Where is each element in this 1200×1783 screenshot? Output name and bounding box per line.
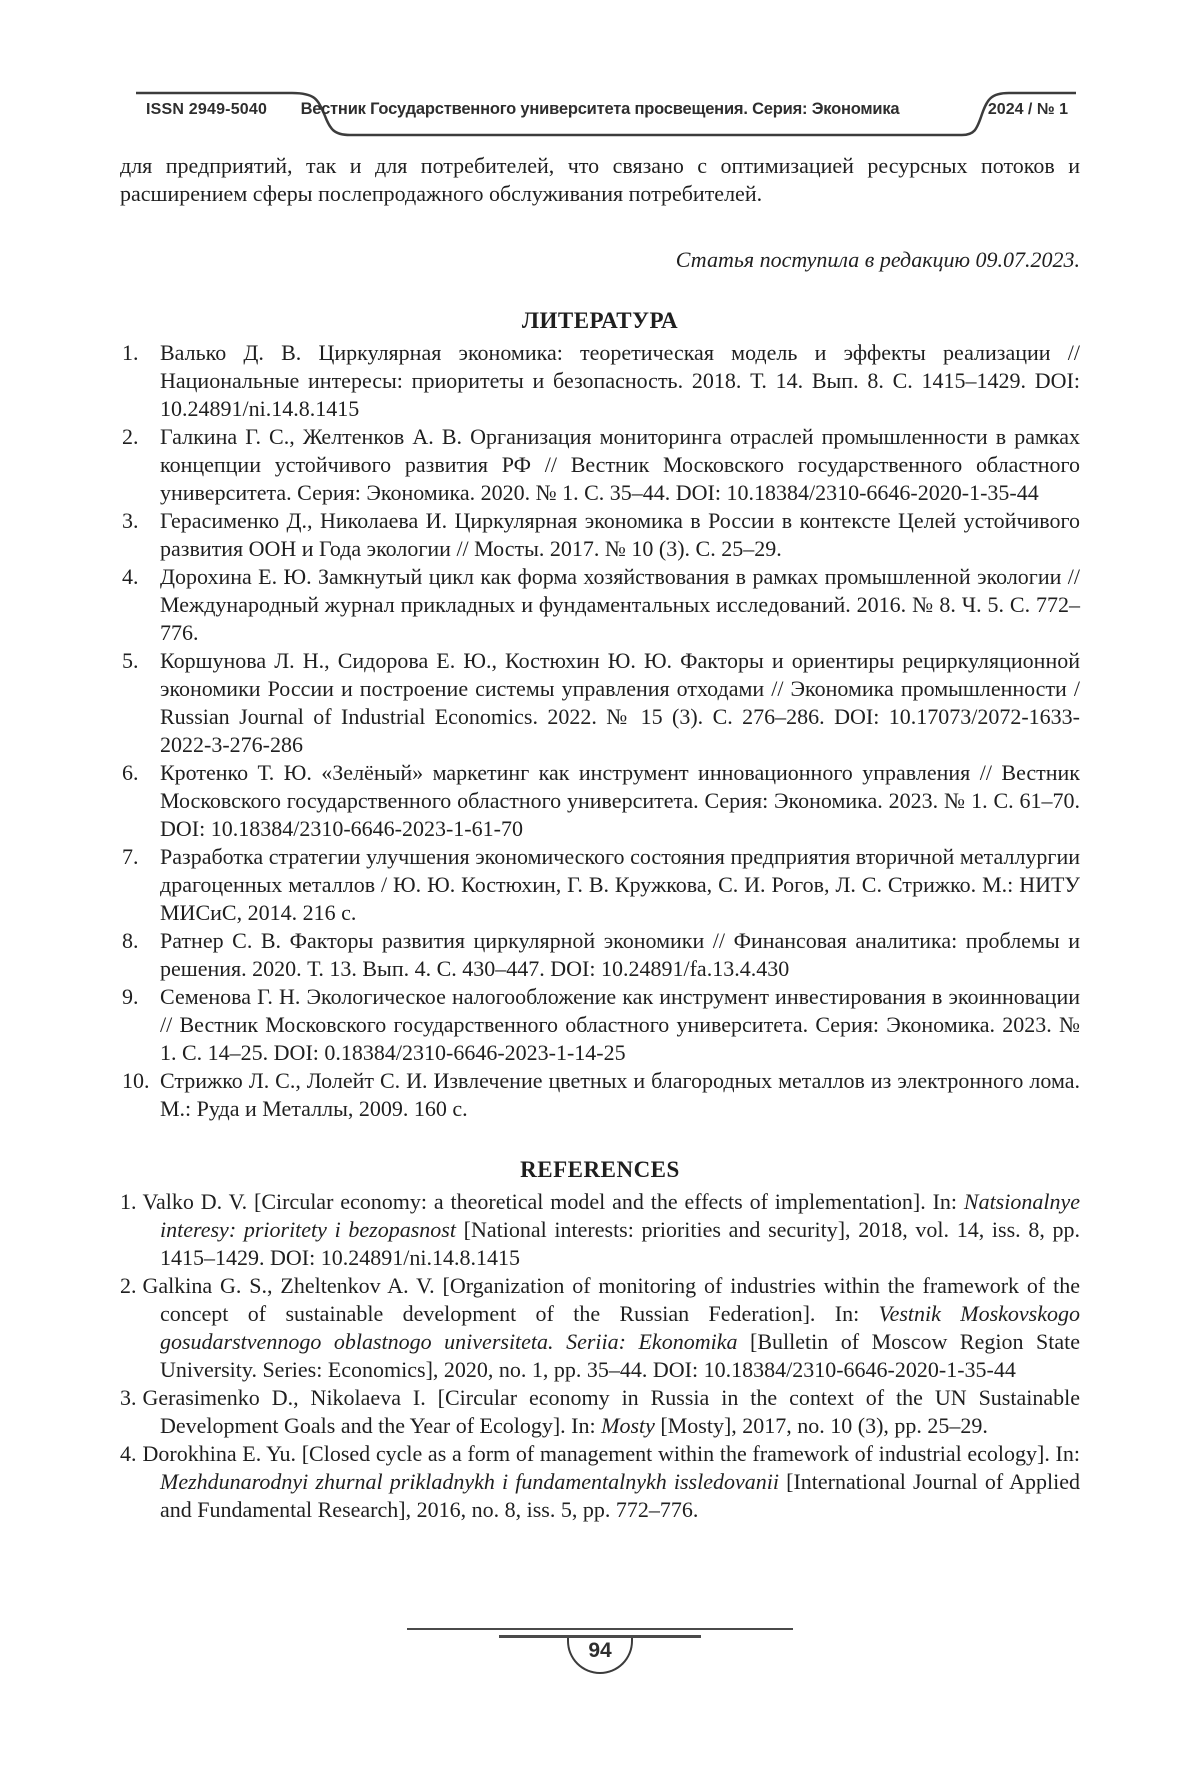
- reference-item-en: [120, 1384, 1080, 1440]
- reference-item-en: [120, 1440, 1080, 1524]
- reference-item-ru: [120, 927, 1080, 983]
- page-number-ornament: [567, 1638, 633, 1674]
- running-head: [120, 88, 1080, 140]
- item-number: 3.: [120, 1385, 137, 1410]
- item-number: 4.: [120, 1441, 137, 1466]
- references-heading: REFERENCES: [520, 1157, 680, 1182]
- issue-label: 2024 / № 1: [987, 101, 1068, 118]
- item-text: Герасименко Д., Николаева И. Циркулярная экономика в России в контексте Целей устойчивого развития ООН и Года экологии // Мосты. 2017. № 10 (3). С. 25–29.: [160, 508, 1080, 561]
- literatura-heading: ЛИТЕРАТУРА: [521, 308, 679, 333]
- item-number: 4.: [122, 564, 139, 589]
- reference-item-ru: [120, 1067, 1080, 1123]
- item-number: 3.: [122, 508, 139, 533]
- references-list: [120, 1188, 1080, 1524]
- reference-item-ru: [120, 843, 1080, 927]
- item-number: 2.: [122, 424, 139, 449]
- reference-item-ru: [120, 423, 1080, 507]
- item-number: 8.: [122, 928, 139, 953]
- page-footer: [0, 1628, 1200, 1674]
- item-number: 6.: [122, 760, 139, 785]
- item-text: Кротенко Т. Ю. «Зелёный» маркетинг как инструмент инновационного управления // Вестник Московского государственного областного университета. Серия: Экономика. 2023. № 1. С. 61–70. DOI: 10.18384/2310-6646-2023-1-61-70: [160, 760, 1080, 841]
- literatura-list: [120, 339, 1080, 1123]
- issn-label: ISSN 2949-5040: [146, 101, 268, 118]
- item-number: 2.: [120, 1273, 137, 1298]
- item-number: 7.: [122, 844, 139, 869]
- reference-item-en: [120, 1188, 1080, 1272]
- reference-item-ru: [120, 759, 1080, 843]
- reference-item-ru: [120, 983, 1080, 1067]
- journal-title: Вестник Государственного университета просвещения. Серия: Экономика: [300, 100, 900, 118]
- item-number: 1.: [120, 1189, 137, 1214]
- item-text: Ратнер С. В. Факторы развития циркулярной экономики // Финансовая аналитика: проблемы и решения. 2020. Т. 13. Вып. 4. С. 430–447. DOI: 10.24891/fa.13.4.430: [160, 928, 1080, 981]
- body-paragraph: для предприятий, так и для потребителей, что связано с оптимизацией ресурсных потоков и расширением сферы послепродажного обслуживания потребителей.: [120, 153, 1080, 206]
- item-text: Коршунова Л. Н., Сидорова Е. Ю., Костюхин Ю. Ю. Факторы и ориентиры рециркуляционной экономики России и построение системы управления отходами // Экономика промышленности / Russian Journal of Industrial Economics. 2022. № 15 (3). С. 276–286. DOI: 10.17073/2072-1633-2022-3-276-286: [160, 648, 1080, 757]
- footer-rule-long: [407, 1628, 793, 1630]
- reference-item-en: [120, 1272, 1080, 1384]
- item-text: Dorokhina E. Yu. [Closed cycle as a form of management within the framework of industrial ecology]. In: Mezhdunarodnyi zhurnal prikladnykh i fundamentalnykh issledovanii [International Journal of Applied and Fundamental Research], 2016, no. 8, iss. 5, pp. 772–776.: [142, 1441, 1080, 1522]
- item-text: Стрижко Л. С., Лолейт С. И. Извлечение цветных и благородных металлов из электронного лома. М.: Руда и Металлы, 2009. 160 с.: [160, 1068, 1080, 1121]
- item-text: Семенова Г. Н. Экологическое налогообложение как инструмент инвестирования в экоинновации // Вестник Московского государственного областного университета. Серия: Экономика. 2023. № 1. С. 14–25. DOI: 0.18384/2310-6646-2023-1-14-25: [160, 984, 1080, 1065]
- item-text: Valko D. V. [Circular economy: a theoretical model and the effects of implementation]. In: Natsionalnye interesy: prioritety i bezopasnost [National interests: priorities and security], 2018, vol. 14, iss. 8, pp. 1415–1429. DOI: 10.24891/ni.14.8.1415: [142, 1189, 1081, 1270]
- reference-item-ru: [120, 563, 1080, 647]
- page-number: 94: [588, 1639, 612, 1662]
- item-number: 10.: [122, 1068, 150, 1093]
- item-number: 1.: [122, 340, 139, 365]
- reference-item-ru: [120, 507, 1080, 563]
- item-text: Gerasimenko D., Nikolaeva I. [Circular economy in Russia in the context of the UN Sustainable Development Goals and the Year of Ecology]. In: Mosty [Mosty], 2017, no. 10 (3), pp. 25–29.: [142, 1385, 1080, 1438]
- item-number: 9.: [122, 984, 139, 1009]
- reference-item-ru: [120, 647, 1080, 759]
- item-text: Разработка стратегии улучшения экономического состояния предприятия вторичной металлургии драгоценных металлов / Ю. Ю. Костюхин, Г. В. Кружкова, С. И. Рогов, Л. С. Стрижко. М.: НИТУ МИСиС, 2014. 216 с.: [160, 844, 1080, 925]
- received-note: Статья поступила в редакцию 09.07.2023.: [675, 247, 1080, 272]
- item-text: Галкина Г. С., Желтенков А. В. Организация мониторинга отраслей промышленности в рамках концепции устойчивого развития РФ // Вестник Московского государственного областного университета. Серия: Экономика. 2020. № 1. С. 35–44. DOI: 10.18384/2310-6646-2020-1-35-44: [160, 424, 1080, 505]
- item-text: Валько Д. В. Циркулярная экономика: теоретическая модель и эффекты реализации // Национальные интересы: приоритеты и безопасность. 2018. Т. 14. Вып. 8. С. 1415–1429. DOI: 10.24891/ni.14.8.1415: [160, 340, 1080, 421]
- item-number: 5.: [122, 648, 139, 673]
- item-text: Дорохина Е. Ю. Замкнутый цикл как форма хозяйствования в рамках промышленной экологии // Международный журнал прикладных и фундаментальных исследований. 2016. № 8. Ч. 5. С. 772–776.: [160, 564, 1080, 645]
- item-text: Galkina G. S., Zheltenkov A. V. [Organization of monitoring of industries within the framework of the concept of sustainable development of the Russian Federation]. In: Vestnik Moskovskogo gosudarstvennogo oblastnogo universiteta. Seriia: Ekonomika [Bulletin of Moscow Region State University. Series: Economics], 2020, no. 1, pp. 35–44. DOI: 10.18384/2310-6646-2020-1-35-44: [142, 1273, 1080, 1382]
- reference-item-ru: [120, 339, 1080, 423]
